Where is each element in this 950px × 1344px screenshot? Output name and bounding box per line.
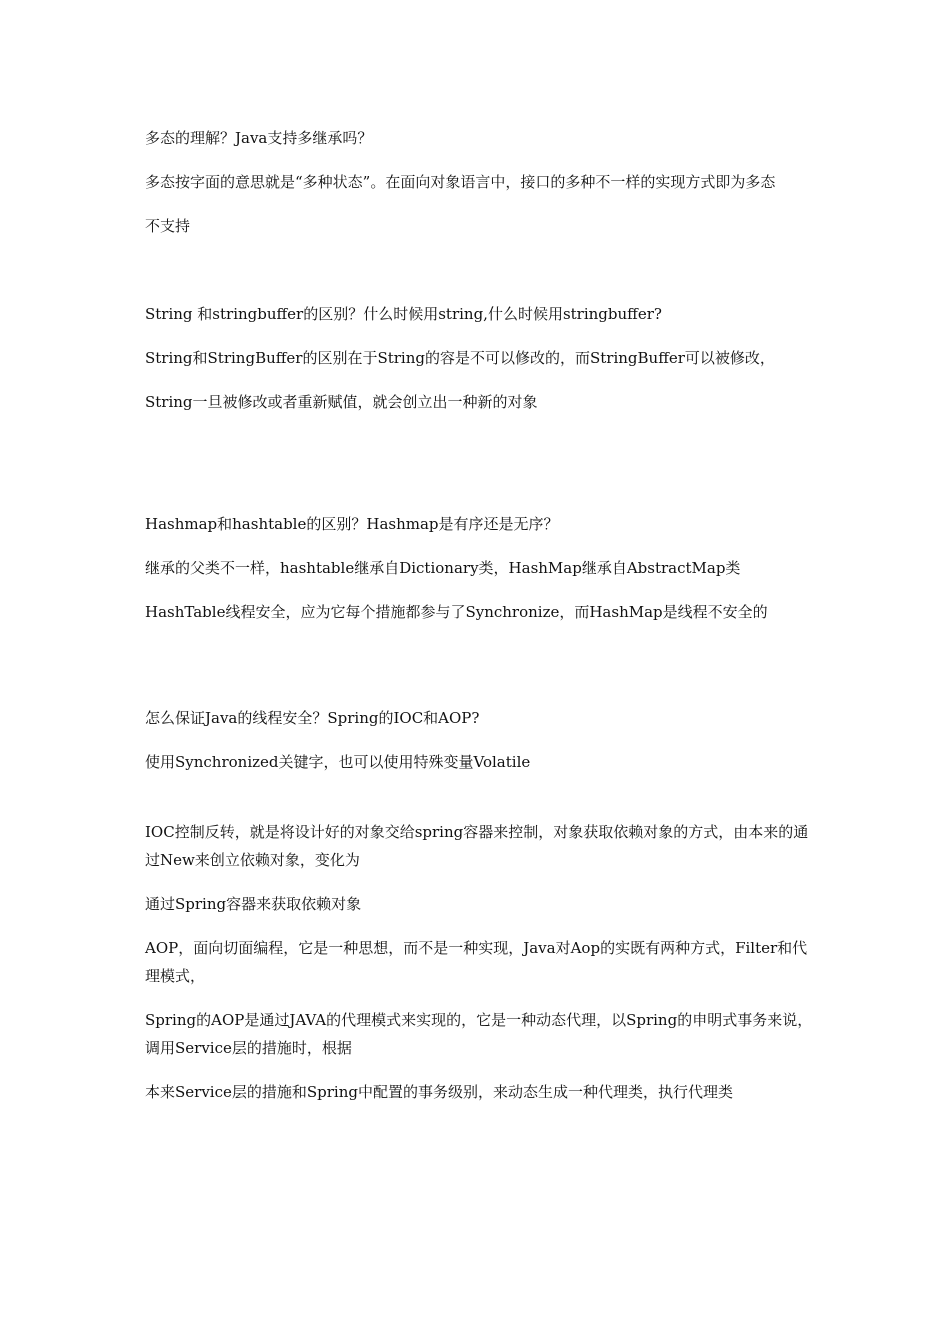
answer-text: 不支持 [145,217,191,235]
answer-spring-aop: Spring的AOP是通过JAVA的代理模式来实现的，它是一种动态代理，以Spring的申明式事务来说，调用Service层的措施时，根据 [145,1011,813,1057]
question-thread-safety: 怎么保证Java的线程安全？Spring的IOC和AOP? [145,709,480,727]
answer-aop: AOP，面向切面编程，它是一种思想，而不是一种实现，Java对Aop的实既有两种方式，Filter和代理模式， [145,939,808,985]
document-body [145,124,817,1122]
answer-text: 继承的父类不一样，hashtable继承自Dictionary类，HashMap继承自AbstractMap类 [145,559,741,577]
answer-text: String一旦被修改或者重新赋值，就会创立出一种新的对象 [145,393,538,411]
spacer [145,792,817,818]
answer-text: HashTable线程安全，应为它每个措施都参与了Synchronize，而HashMap是线程不安全的 [145,603,768,621]
answer-ioc-continued: 通过Spring容器来获取依赖对象 [145,895,362,913]
answer-ioc: IOC控制反转，就是将设计好的对象交给spring容器来控制，对象获取依赖对象的方式，由本来的通过New来创立依赖对象，变化为 [145,823,809,869]
question-polymorphism: 多态的理解？Java支持多继承吗？ [145,129,373,147]
answer-text: String和StringBuffer的区别在于String的容是不可以修改的，而StringBuffer可以被修改， [145,349,775,367]
question-hashmap-hashtable: Hashmap和hashtable的区别？Hashmap是有序还是无序？ [145,515,559,533]
answer-text: 使用Synchronized关键字，也可以使用特殊变量Volatile [145,753,531,771]
answer-text: 多态按字面的意思就是“多种状态”。在面向对象语言中，接口的多种不一样的实现方式即为多态 [145,173,776,191]
question-string-stringbuffer: String 和stringbuffer的区别？什么时候用string,什么时候用stringbuffer? [145,305,662,323]
spacer [145,432,817,510]
answer-spring-aop-continued: 本来Service层的措施和Spring中配置的事务级别，来动态生成一种代理类，执行代理类 [145,1083,733,1101]
spacer [145,642,817,704]
spacer [145,256,817,300]
